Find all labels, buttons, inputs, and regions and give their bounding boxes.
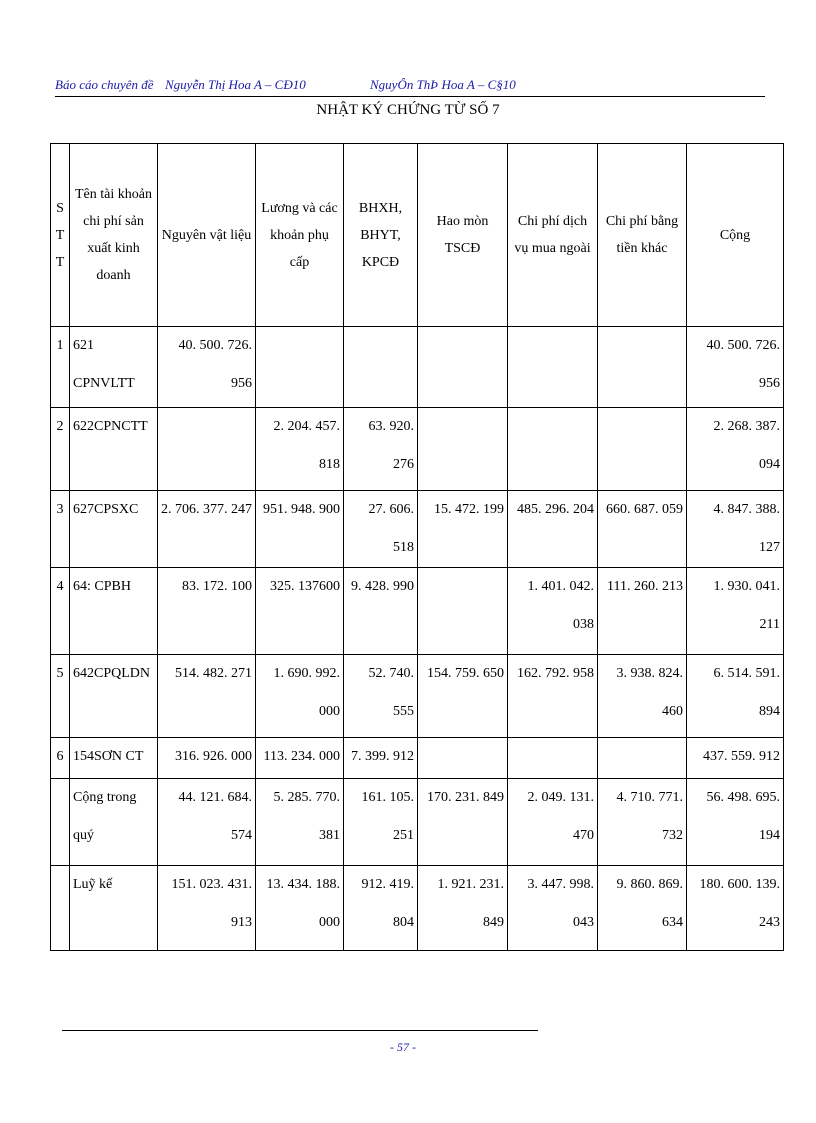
cell-salary: 325. 137600 (256, 568, 344, 655)
page-number: - 57 - (390, 1040, 416, 1054)
cell-material: 44. 121. 684. 574 (158, 779, 256, 866)
header-depreciation: Hao mòn TSCĐ (418, 144, 508, 327)
cell-other-cash (598, 738, 687, 779)
cell-insurance: 912. 419. 804 (344, 866, 418, 951)
cell-salary: 2. 204. 457. 818 (256, 408, 344, 491)
header-divider (55, 96, 765, 97)
cell-services: 162. 792. 958 (508, 655, 598, 738)
row-account-name: 642CPQLDN (70, 655, 158, 738)
page-title: NHẬT KÝ CHỨNG TỪ SỐ 7 (316, 102, 500, 118)
cell-material: 151. 023. 431. 913 (158, 866, 256, 951)
journal-voucher-table (50, 143, 784, 951)
cell-material (158, 408, 256, 491)
cell-services: 1. 401. 042. 038 (508, 568, 598, 655)
row-account-name: 621 CPNVLTT (70, 327, 158, 408)
cell-total: 2. 268. 387. 094 (687, 408, 784, 491)
header-services: Chi phí dịch vụ mua ngoài (508, 144, 598, 327)
cell-total: 437. 559. 912 (687, 738, 784, 779)
row-account-name: Cộng trong quý (70, 779, 158, 866)
table-row (51, 327, 784, 408)
cell-insurance: 161. 105. 251 (344, 779, 418, 866)
cell-depreciation: 1. 921. 231. 849 (418, 866, 508, 951)
cell-material: 514. 482. 271 (158, 655, 256, 738)
cell-insurance: 7. 399. 912 (344, 738, 418, 779)
cell-salary (256, 327, 344, 408)
cell-other-cash: 111. 260. 213 (598, 568, 687, 655)
row-index: 3 (51, 491, 70, 568)
row-account-name: 627CPSXC (70, 491, 158, 568)
cell-depreciation: 154. 759. 650 (418, 655, 508, 738)
cell-total: 1. 930. 041. 211 (687, 568, 784, 655)
table-row (51, 655, 784, 738)
cell-total: 40. 500. 726. 956 (687, 327, 784, 408)
row-index: 5 (51, 655, 70, 738)
cell-salary: 13. 434. 188. 000 (256, 866, 344, 951)
cell-other-cash: 4. 710. 771. 732 (598, 779, 687, 866)
cell-services: 2. 049. 131. 470 (508, 779, 598, 866)
header-author: Nguyễn Thị Hoa A – CĐ10 (165, 77, 306, 92)
header-author-garbled: NguyÔn ThÞ Hoa A – C§10 (370, 77, 516, 92)
cell-insurance (344, 327, 418, 408)
cell-services: 3. 447. 998. 043 (508, 866, 598, 951)
row-index: 6 (51, 738, 70, 779)
header-stt: S T T (51, 144, 70, 327)
row-account-name: 622CPNCTT (70, 408, 158, 491)
row-account-name: Luỹ kế (70, 866, 158, 951)
cell-salary: 113. 234. 000 (256, 738, 344, 779)
cell-total: 4. 847. 388. 127 (687, 491, 784, 568)
table-row (51, 738, 784, 779)
header-other-cash: Chi phí bằng tiền khác (598, 144, 687, 327)
table-row (51, 491, 784, 568)
cell-services: 485. 296. 204 (508, 491, 598, 568)
cell-services (508, 327, 598, 408)
cell-other-cash (598, 327, 687, 408)
footer-divider (62, 1030, 538, 1031)
cell-other-cash: 3. 938. 824. 460 (598, 655, 687, 738)
cell-services (508, 408, 598, 491)
cell-total: 180. 600. 139. 243 (687, 866, 784, 951)
table-row (51, 408, 784, 491)
cell-other-cash (598, 408, 687, 491)
table-header-row (51, 144, 784, 327)
cell-depreciation: 15. 472. 199 (418, 491, 508, 568)
cell-services (508, 738, 598, 779)
cell-salary: 1. 690. 992. 000 (256, 655, 344, 738)
header-total: Cộng (687, 144, 784, 327)
header-account: Tên tài khoản chi phí sản xuất kinh doanh (70, 144, 158, 327)
row-account-name: 64: CPBH (70, 568, 158, 655)
table-row-cumulative (51, 866, 784, 951)
header-report-label: Báo cáo chuyên đề (55, 77, 154, 92)
cell-insurance: 9. 428. 990 (344, 568, 418, 655)
cell-material: 40. 500. 726. 956 (158, 327, 256, 408)
table-row (51, 568, 784, 655)
cell-salary: 951. 948. 900 (256, 491, 344, 568)
header-insurance: BHXH, BHYT, KPCĐ (344, 144, 418, 327)
cell-total: 6. 514. 591. 894 (687, 655, 784, 738)
cell-insurance: 63. 920. 276 (344, 408, 418, 491)
running-header (55, 73, 765, 95)
row-index: 2 (51, 408, 70, 491)
cell-insurance: 27. 606. 518 (344, 491, 418, 568)
cell-other-cash: 9. 860. 869. 634 (598, 866, 687, 951)
cell-depreciation: 170. 231. 849 (418, 779, 508, 866)
cell-depreciation (418, 568, 508, 655)
cell-material: 83. 172. 100 (158, 568, 256, 655)
header-material: Nguyên vật liệu (158, 144, 256, 327)
row-account-name: 154SƠN CT (70, 738, 158, 779)
table-row-quarter-total (51, 779, 784, 866)
cell-depreciation (418, 327, 508, 408)
header-salary: Lương và các khoản phụ cấp (256, 144, 344, 327)
row-index (51, 779, 70, 866)
row-index (51, 866, 70, 951)
cell-material: 316. 926. 000 (158, 738, 256, 779)
row-index: 1 (51, 327, 70, 408)
row-index: 4 (51, 568, 70, 655)
cell-depreciation (418, 738, 508, 779)
cell-total: 56. 498. 695. 194 (687, 779, 784, 866)
cell-material: 2. 706. 377. 247 (158, 491, 256, 568)
cell-other-cash: 660. 687. 059 (598, 491, 687, 568)
cell-depreciation (418, 408, 508, 491)
cell-insurance: 52. 740. 555 (344, 655, 418, 738)
cell-salary: 5. 285. 770. 381 (256, 779, 344, 866)
